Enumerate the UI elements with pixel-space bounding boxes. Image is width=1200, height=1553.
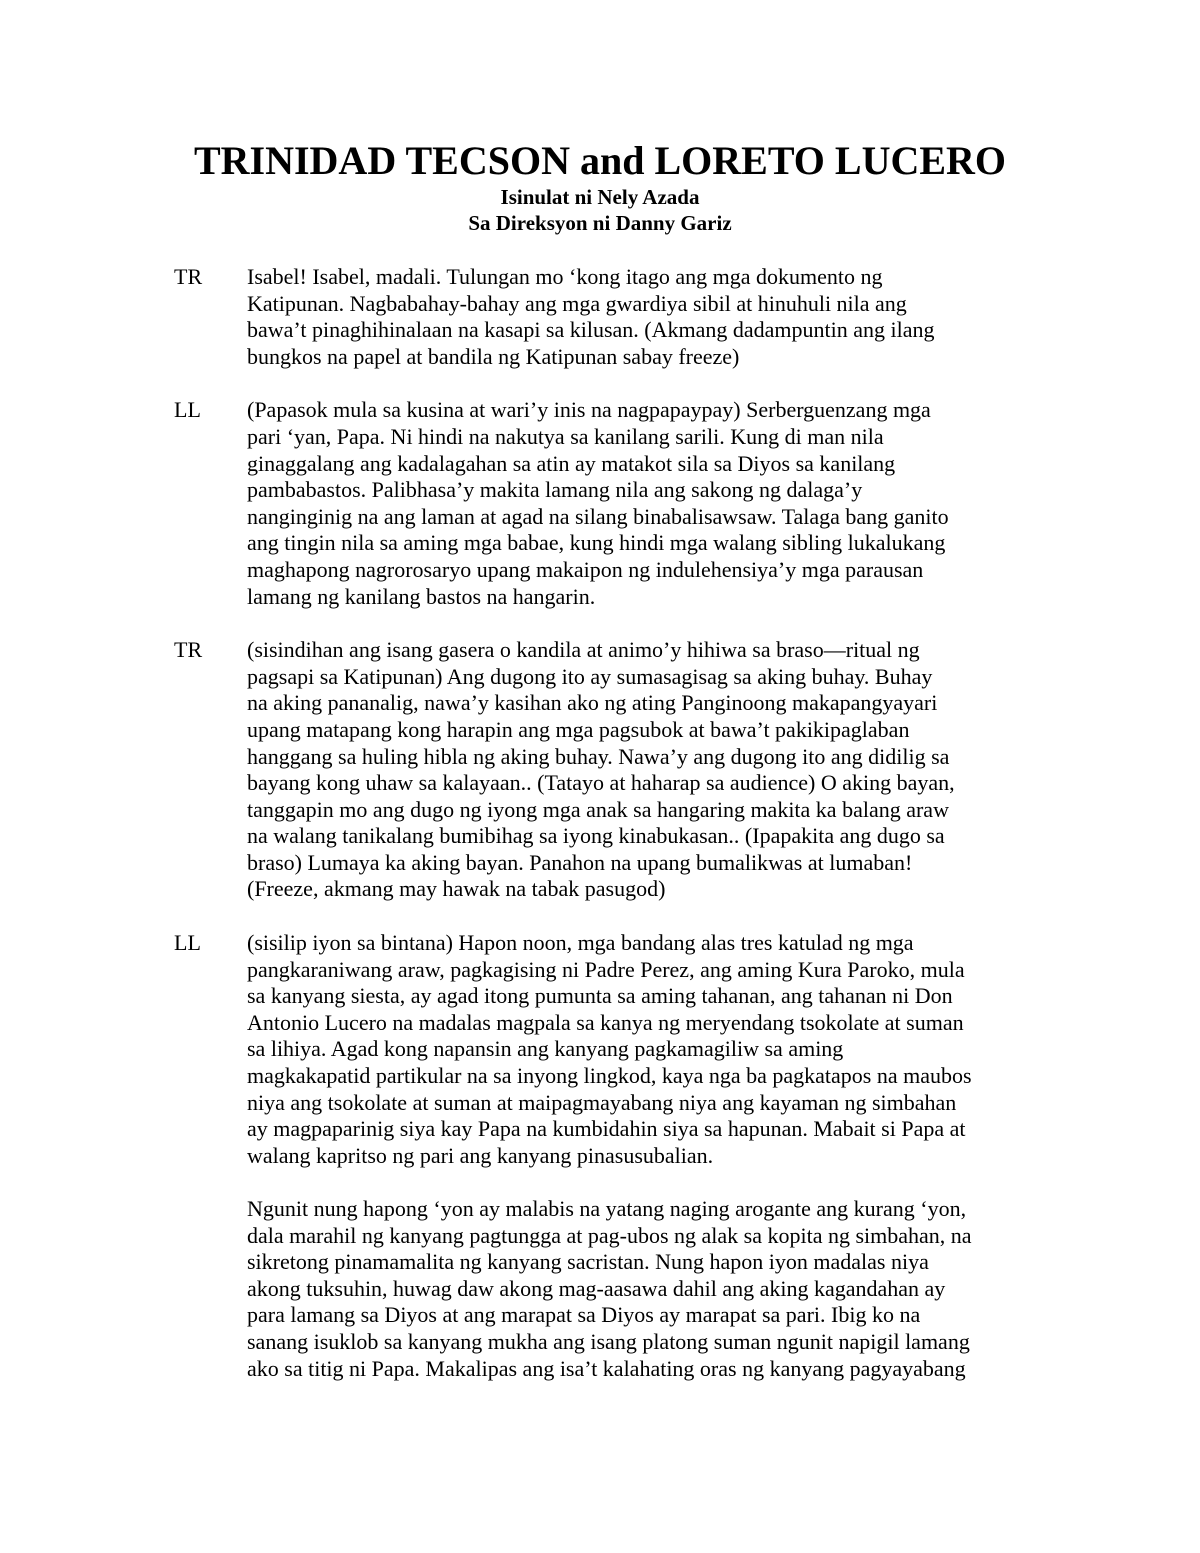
dialogue-line: ginaggalang ang kadalagahan sa atin ay matakot sila sa Diyos sa kanilang [247, 450, 896, 476]
dialogue-line: hanggang sa huling hibla ng aking buhay. Nawa’y ang dugong ito ang didilig sa [247, 743, 950, 769]
dialogue-text [247, 264, 1034, 370]
dialogue-line: bungkos na papel at bandila ng Katipunan sabay freeze) [247, 343, 740, 369]
dialogue-line: (Papasok mula sa kusina at wari’y inis na nagpapaypay) Serberguenzang mga [247, 397, 931, 423]
dialogue-paragraph [247, 1196, 1034, 1382]
dialogue-entry [174, 264, 1034, 370]
speaker-label: TR [174, 264, 203, 289]
dialogue-line: sa lihiya. Agad kong napansin ang kanyang pagkamagiliw sa aming [247, 1036, 844, 1062]
author-credit: Isinulat ni Nely Azada [500, 185, 700, 209]
director-credit: Sa Direksyon ni Danny Gariz [468, 211, 732, 235]
speaker-label: LL [174, 397, 201, 423]
dialogue-line: sanang isuklob sa kanyang mukha ang isang platong suman ngunit napigil lamang [247, 1328, 970, 1354]
dialogue-text [247, 930, 1034, 1382]
dialogue-line: nanginginig na ang laman at agad na silang binabalisawsaw. Talaga bang ganito [247, 503, 949, 529]
dialogue-line: bawa’t pinaghihinalaan na kasapi sa kilusan. (Akmang dadampuntin ang ilang [247, 317, 935, 343]
dialogue-line: pari ‘yan, Papa. Ni hindi na nakutya sa kanilang sarili. Kung di man nila [247, 423, 884, 449]
dialogue-text [247, 397, 1034, 610]
speaker-label: TR [174, 637, 203, 663]
dialogue-line: (Freeze, akmang may hawak na tabak pasugod) [247, 876, 666, 902]
dialogue-line: Katipunan. Nagbabahay-bahay ang mga gwardiya sibil at hinuhuli nila ang [247, 290, 907, 316]
dialogue-line: pambabastos. Palibhasa’y makita lamang nila ang sakong ng dalaga’y [247, 477, 863, 503]
speaker-label: LL [174, 930, 201, 956]
script-body [174, 264, 1034, 1409]
dialogue-line: Ngunit nung hapong ‘yon ay malabis na yatang naging arogante ang kurang ‘yon, [247, 1196, 967, 1221]
dialogue-line: niya ang tsokolate at suman at maipagmayabang niya ang kayaman ng simbahan [247, 1089, 957, 1115]
dialogue-line: pangkaraniwang araw, pagkagising ni Padre Perez, ang aming Kura Paroko, mula [247, 956, 965, 982]
dialogue-line: walang kapritso ng pari ang kanyang pinasusubalian. [247, 1142, 714, 1168]
dialogue-line: na walang tanikalang bumibihag sa iyong kinabukasan.. (Ipapakita ang dugo sa [247, 823, 945, 849]
dialogue-line: ay magpaparinig siya kay Papa na kumbidahin siya sa hapunan. Mabait si Papa at [247, 1116, 966, 1142]
dialogue-paragraph [247, 397, 1034, 610]
dialogue-line: ang tingin nila sa aming mga babae, kung hindi mga walang sibling lukalukang [247, 530, 946, 556]
dialogue-line: Antonio Lucero na madalas magpala sa kanya ng meryendang tsokolate at suman [247, 1009, 964, 1035]
dialogue-line: Isabel! Isabel, madali. Tulungan mo ‘kong itago ang mga dokumento ng [247, 264, 883, 289]
dialogue-paragraph [247, 930, 1034, 1169]
dialogue-line: (sisindihan ang isang gasera o kandila at animo’y hihiwa sa braso—ritual ng [247, 637, 920, 663]
dialogue-line: akong tuksuhin, huwag daw akong mag-aasawa dahil ang aking kagandahan ay [247, 1275, 946, 1301]
page-title: TRINIDAD TECSON and LORETO LUCERO [193, 138, 1007, 183]
dialogue-line: ako sa titig ni Papa. Makalipas ang isa’t kalahating oras ng kanyang pagyayabang [247, 1355, 966, 1381]
dialogue-line: sa kanyang siesta, ay agad itong pumunta sa aming tahanan, ang tahanan ni Don [247, 983, 953, 1009]
dialogue-paragraph [247, 637, 1034, 903]
dialogue-paragraph [247, 264, 1034, 370]
dialogue-line: braso) Lumaya ka aking bayan. Panahon na upang bumalikwas at lumaban! [247, 849, 913, 875]
dialogue-line: maghapong nagrorosaryo upang makaipon ng indulehensiya’y mga parausan [247, 556, 924, 582]
dialogue-line: magkakapatid partikular na sa inyong lingkod, kaya nga ba pagkatapos na maubos [247, 1063, 972, 1089]
dialogue-text [247, 637, 1034, 903]
dialogue-line: upang matapang kong harapin ang mga pagsubok at bawa’t pakikipaglaban [247, 716, 910, 742]
dialogue-entry [174, 397, 1034, 610]
dialogue-line: bayang kong uhaw sa kalayaan.. (Tatayo at haharap sa audience) O aking bayan, [247, 770, 955, 796]
dialogue-line: (sisilip iyon sa bintana) Hapon noon, mga bandang alas tres katulad ng mga [247, 930, 914, 956]
dialogue-line: para lamang sa Diyos at ang marapat sa Diyos ay marapat sa pari. Ibig ko na [247, 1302, 921, 1328]
dialogue-line: na aking pananalig, nawa’y kasihan ako ng ating Panginoong makapangyayari [247, 690, 938, 716]
dialogue-entry [174, 637, 1034, 903]
dialogue-entry [174, 930, 1034, 1382]
dialogue-line: tanggapin mo ang dugo ng iyong mga anak sa hangaring makita ka balang araw [247, 796, 949, 822]
dialogue-line: dala marahil ng kanyang pagtungga at pag-ubos ng alak sa kopita ng simbahan, na [247, 1222, 972, 1248]
dialogue-line: pagsapi sa Katipunan) Ang dugong ito ay sumasagisag sa aking buhay. Buhay [247, 663, 933, 689]
dialogue-line: sikretong pinamamalita ng kanyang sacristan. Nung hapon iyon madalas niya [247, 1249, 929, 1275]
dialogue-line: lamang ng kanilang bastos na hangarin. [247, 583, 596, 609]
